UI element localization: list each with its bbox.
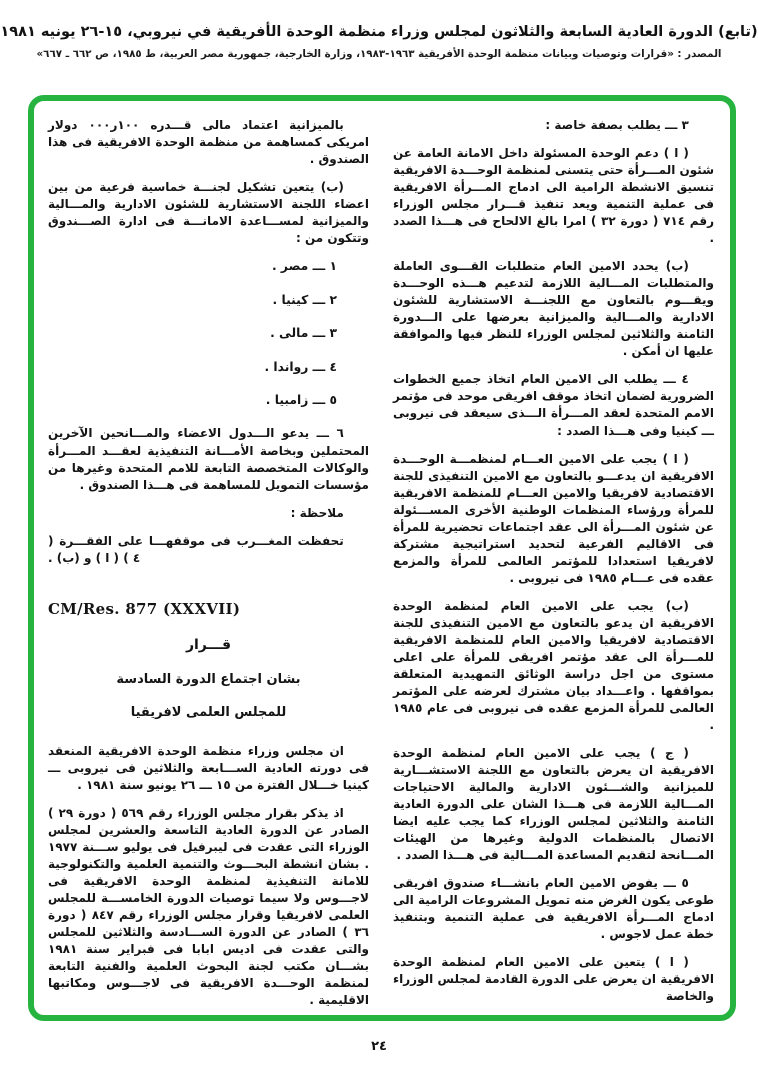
paragraph-recalling: اذ يذكر بقرار مجلس الوزراء رقم ٥٦٩ ( دورة ٢٩ ) الصادر عن الدورة العادية التاسعة والعشرين لمجلس الوزراء التى عقدت فى ليبرفيل فى يوليو ســـنة ١٩٧٧ . بشان انشطة البحـــوث والتنمية العلمية والتكنولوجية للامانة التنفيذية لمنظمة الوحدة الافريقية فى لاجـــوس ولا سيما توصيات الدورة الخامســـة للمجلس العلمى لافريقيا وقرار مجلس الوزراء رقم ٨٤٧ ( دورة ٣٦ ) الصادر عن الدورة الســـادسة والثلاثين للمجلس والتى عقدت فى اديس ابابا فى فبراير سنة ١٩٨١ بشـــان مكتب لجنة البحوث العلمية والفنية التابعة لمنظمة الوحـــدة الافريقية فى لاجـــوس ومكاتبها الاقليمية .: [48, 805, 369, 1008]
member-item-mali: ٣ ـــ مالى .: [270, 326, 337, 341]
paragraph-3b: (ب) يحدد الامين العام متطلبات القـــوى العاملة والمتطلبات المـــالية اللازمة لتدعيم هـــذه الوحـــدة ويقـــوم بالتعاون مع اللجنـــة الاستشارية للشئون الادارية والمـــالية والميزانية بعرضها على الـــدورة الثامنة والثلاثين لمجلس الوزراء للنظر فيها والموافقة عليها ان أمكن .: [393, 259, 714, 359]
paragraph-4b: (ب) يجب على الامين العام لمنظمة الوحدة الافريقية ان يدعو بالتعاون مع الامين التنفيذى للجنة الاقتصادية لافريقيا والامين العام للمنظمة الافريقية للمـــرأة الى عقد مؤتمر افريقى للمرأة على اعلى مستوى من اجل دراسة الوثائق التمهيدية المتعلقة بمواقفها . واعـــداد بيان مشترك لعرضه على المؤتمر العالمى للمرأة المزمع عقده فى نيروبى فى عام ١٩٨٥ .: [393, 598, 714, 732]
resolution-title-block: [48, 636, 369, 723]
member-item-egypt: ١ ـــ مصر .: [271, 259, 337, 274]
paragraph-invite-donors: ٦ ـــ يدعو الـــدول الاعضاء والمـــانحين الآخرين المحتملين وبخاصة الأمـــانة التنفيذية لعقـــد المـــرأة والوكالات المتخصصة التابعة للامم المتحدة وغيرها من مؤسسات التمويل للمساهمة فى هـــذا الصندوق .: [48, 426, 369, 492]
paragraph-budget: بالميزانية اعتماد مالى قـــدره ١٠٠ر٠٠٠ دولار امريكى كمساهمة من منظمة الوحدة الافريقية فى هذا الصندوق .: [48, 118, 369, 167]
member-list: [48, 258, 369, 409]
text-columns: [48, 117, 714, 1007]
note-label: ملاحظة :: [290, 505, 344, 520]
note-reservation: تحفظت المغـــرب فى موقفهـــا على الفقـــرة ( ٤ ) ( ا ) و (ب) .: [48, 533, 344, 565]
paragraph-6a-partial: ( ا ) يتعين على الامين العام لمنظمة الوحدة الافريقية ان يعرض على الدورة القادمة لمجلس الوزراء والخاصة: [393, 955, 714, 1004]
resolution-title-line2: بشان اجتماع الدورة السادسة: [116, 671, 301, 687]
paragraph-committee: (ب) يتعين تشكيل لجنـــة خماسية فرعية من بين اعضاء اللجنة الاستشارية للشئون الادارية والمـــالية والميزانية لمســـاعدة الامانـــة فى ادارة الصـــندوق وتتكون من :: [48, 180, 369, 246]
column-left: [48, 117, 369, 1007]
member-item-zambia: ٥ ـــ زامبيا .: [265, 393, 337, 408]
member-item-kenya: ٢ ـــ كينيا .: [272, 292, 337, 307]
paragraph-3-heading: ٣ ـــ يطلب بصفة خاصة :: [545, 118, 689, 132]
resolution-title-line3: للمجلس العلمى لافريقيا: [130, 705, 287, 721]
paragraph-council-session: ان مجلس وزراء منظمة الوحدة الافريقية المنعقد فى دورته العادية الســـابعة والثلاثين فى نيروبى ـــ كينيا خـــلال الفترة من ١٥ ـــ ٢٦ يونيو سنة ١٩٨١ .: [48, 743, 369, 792]
page-number: ٢٤: [371, 1039, 387, 1054]
column-right: [393, 117, 714, 1007]
paragraph-4: ٤ ـــ يطلب الى الامين العام اتخاذ جميع الخطوات الضرورية لضمان اتخاذ موقف افريقى موحد فى مؤتمر الامم المتحدة لعقد المـــرأة الـــذى سيعقد فى نيروبى ـــ كينيا وفى هـــذا الصدد :: [393, 372, 714, 438]
member-item-rwanda: ٤ ـــ رواندا .: [264, 359, 337, 374]
paragraph-4c: ( ج ) يجب على الامين العام لمنظمة الوحدة الافريقية ان يعرض بالتعاون مع اللجنة الاستشـــارية للميزانية والشـــئون الادارية والمالية الاحتياجات المـــالية اللازمة فى هـــذا الشان على الدورة العادية الثامنة والثلاثين لمجلس الوزراء كما يجب عليه ايضا الاتصال بالمنظمات الدولية وغيرها من الهيئات المـــانحة لتقديم المساعدة المـــالية فى هـــذا الصدد .: [393, 746, 714, 863]
session-title: (تابع) الدورة العادية السابعة والثلاثون لمجلس وزراء منظمة الوحدة الأفريقية في نيروبي، ‪١٥-٢٦‬ يونيه ١٩٨١: [0, 24, 758, 40]
document-frame: [28, 95, 736, 1021]
paragraph-3a: ( ا ) دعم الوحدة المسئولة داخل الامانة العامة عن شئون المـــرأة حتى يتسنى لمنظمة الوحـــدة الافريقية تنسيق الانشطة الرامية الى ادماج المـــرأة الافريقية فى عملية التنمية ويعد تنفيذ قـــرار مجلس الوزراء رقم ٧١٤ ( دورة ٣٢ ) امرا بالغ الالحاح فى هـــذا الصدد .: [393, 146, 714, 246]
paragraph-5: ٥ ـــ يفوض الامين العام بانشـــاء صندوق افريقى طوعى يكون الغرض منه تمويل المشروعات الرامية الى ادماج المـــرأة الافريقية فى عملية التنمية وبتنفيذ خطة عمل لاجوس .: [393, 876, 714, 942]
paragraph-4a: ( ا ) يجب على الامين العـــام لمنظمـــة الوحـــدة الافريقية ان يدعـــو بالتعاون مع الامين التنفيذى للجنة الاقتصادية لافريقيا والامين العـــام للمنظمة الافريقية للمرأة ورؤساء المنظمات الوطنية الأخرى المســـئولة عن شئون المـــرأة الى عقد اجتماعات تحضيرية للمرأة فى الاقاليم الفرعية لتحديد استراتيجية مشتركة لافريقيا استعدادا للمؤتمر العالمى للمرأة والمزمع عقده فى عـــام ١٩٨٥ فى نيروبى .: [393, 451, 714, 585]
resolution-title-word: قـــرار: [185, 637, 232, 653]
resolution-number: CM/Res. 877 (XXXVII): [48, 599, 241, 618]
page-header: [0, 0, 758, 60]
source-line: المصدر : «قرارات وتوصيات وبيانات منظمة الوحدة الأفريقية ‪١٩٦٣-١٩٨٣‬، وزارة الخارجية، جمهورية مصر العربية، ط ١٩٨٥، ص ٦٦٢ ـ ٦٦٧»: [36, 48, 722, 60]
